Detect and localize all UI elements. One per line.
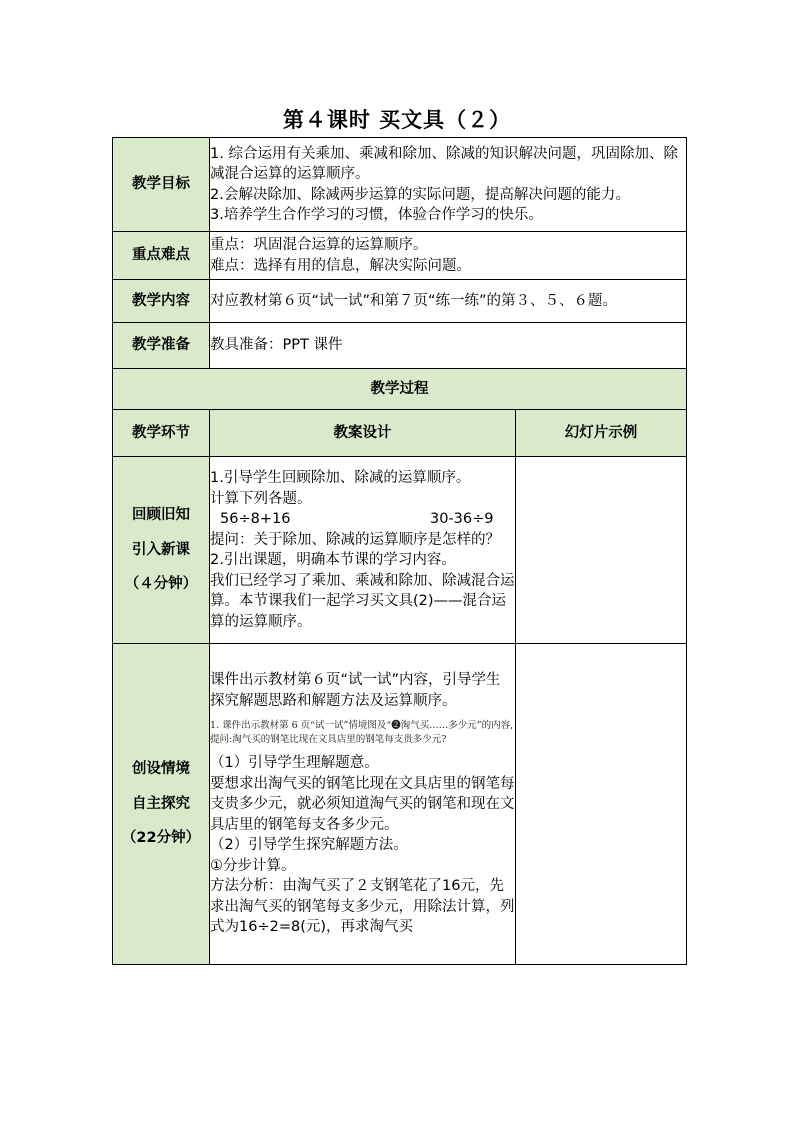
objective-item: 3.培养学生合作学习的习惯，体验合作学习的快乐。 <box>210 207 543 223</box>
stage1-design <box>210 457 516 644</box>
design-line: ①分步计算。 <box>210 857 296 874</box>
key-point-item: 重点：巩固混合运算的运算顺序。 <box>210 237 428 253</box>
stage2-slides <box>516 644 687 965</box>
stage1-name-line: 回顾旧知 <box>132 507 190 524</box>
objective-item: 1. 综合运用有关乘加、乘减和除加、除减的知识解决问题，巩固除加、除减混合运算的运算顺序。 <box>210 145 678 182</box>
column-header-row <box>113 410 687 457</box>
design-line: 1.引导学生回顾除加、除减的运算顺序。 <box>210 470 471 486</box>
calc-exercise: 56÷8+16 <box>220 511 291 527</box>
key-points-label: 重点难点 <box>113 232 210 280</box>
content-text: 对应教材第６页“试一试”和第７页“练一练”的第３、５、６题。 <box>210 280 687 323</box>
stage1-name-line: 引入新课 <box>132 541 190 558</box>
objectives-label: 教学目标 <box>113 138 210 232</box>
stage2-name-line: 创设情境 <box>132 761 190 778</box>
stage2-design <box>210 644 516 965</box>
textbook-excerpt: 1. 课件出示教材第 6 页“试一试”情境图及“❷淘气买……多少元”的内容,提问:淘气买的钢笔比现在文具店里的钢笔每支贵多少元? <box>210 720 514 746</box>
calc-exercise: 30-36÷9 <box>430 511 494 527</box>
process-header-row <box>113 369 687 410</box>
design-line: 提问：关于除加、除减的运算顺序是怎样的？ <box>210 531 500 548</box>
process-header: 教学过程 <box>113 369 687 410</box>
objective-item: 2.会解决除加、除减两步运算的实际问题，提高解决问题的能力。 <box>210 186 630 203</box>
slides-column-header: 幻灯片示例 <box>516 410 687 457</box>
design-line: 2.引出课题，明确本节课的学习内容。 <box>210 552 456 568</box>
design-line: 计算下列各题。 <box>210 490 312 507</box>
preparation-row <box>113 323 687 369</box>
design-line: （1）引导学生理解题意。 <box>210 755 379 772</box>
design-column-header: 教案设计 <box>210 410 516 457</box>
stage2-name-line: 自主探究 <box>132 795 190 812</box>
design-line: 我们已经学习了乘加、乘减和除加、除减混合运算。本节课我们一起学习买文具(2)——混合运算的运算顺序。 <box>210 572 515 630</box>
stage2-name <box>113 644 210 965</box>
stage1-name <box>113 457 210 644</box>
content-label: 教学内容 <box>113 280 210 323</box>
stage2-row <box>113 644 687 965</box>
design-line: 方法分析：由淘气买了２支钢笔花了16元，先求出淘气买的钢笔每支多少元，用除法计算，列式为16÷2=8(元)，再求淘气买 <box>210 878 515 936</box>
design-line: （2）引导学生探究解题方法。 <box>210 837 408 854</box>
key-points-row <box>113 232 687 280</box>
stage1-row <box>113 457 687 644</box>
page-title: 第４课时 买文具（２） <box>282 108 512 132</box>
objectives-row <box>113 138 687 232</box>
stage1-duration: （４分钟） <box>124 576 198 593</box>
key-points-content <box>210 232 687 280</box>
preparation-label: 教学准备 <box>113 323 210 369</box>
calc-exercises <box>210 509 515 530</box>
stage1-slides <box>516 457 687 644</box>
difficulty-item: 难点：选择有用的信息，解决实际问题。 <box>210 257 471 274</box>
stage-column-header: 教学环节 <box>113 410 210 457</box>
content-row <box>113 280 687 323</box>
design-line: 要想求出淘气买的钢笔比现在文具店里的钢笔每支贵多少元，就必须知道淘气买的钢笔和现在文具店里的钢笔每支各多少元。 <box>210 775 515 833</box>
preparation-text: 教具准备：PPT 课件 <box>210 323 687 369</box>
design-line: 课件出示教材第６页“试一试”内容，引导学生探究解题思路和解题方法及运算顺序。 <box>210 672 501 709</box>
stage2-duration: （22分钟） <box>121 830 201 847</box>
lesson-plan-table <box>112 137 687 965</box>
objectives-content <box>210 138 687 232</box>
